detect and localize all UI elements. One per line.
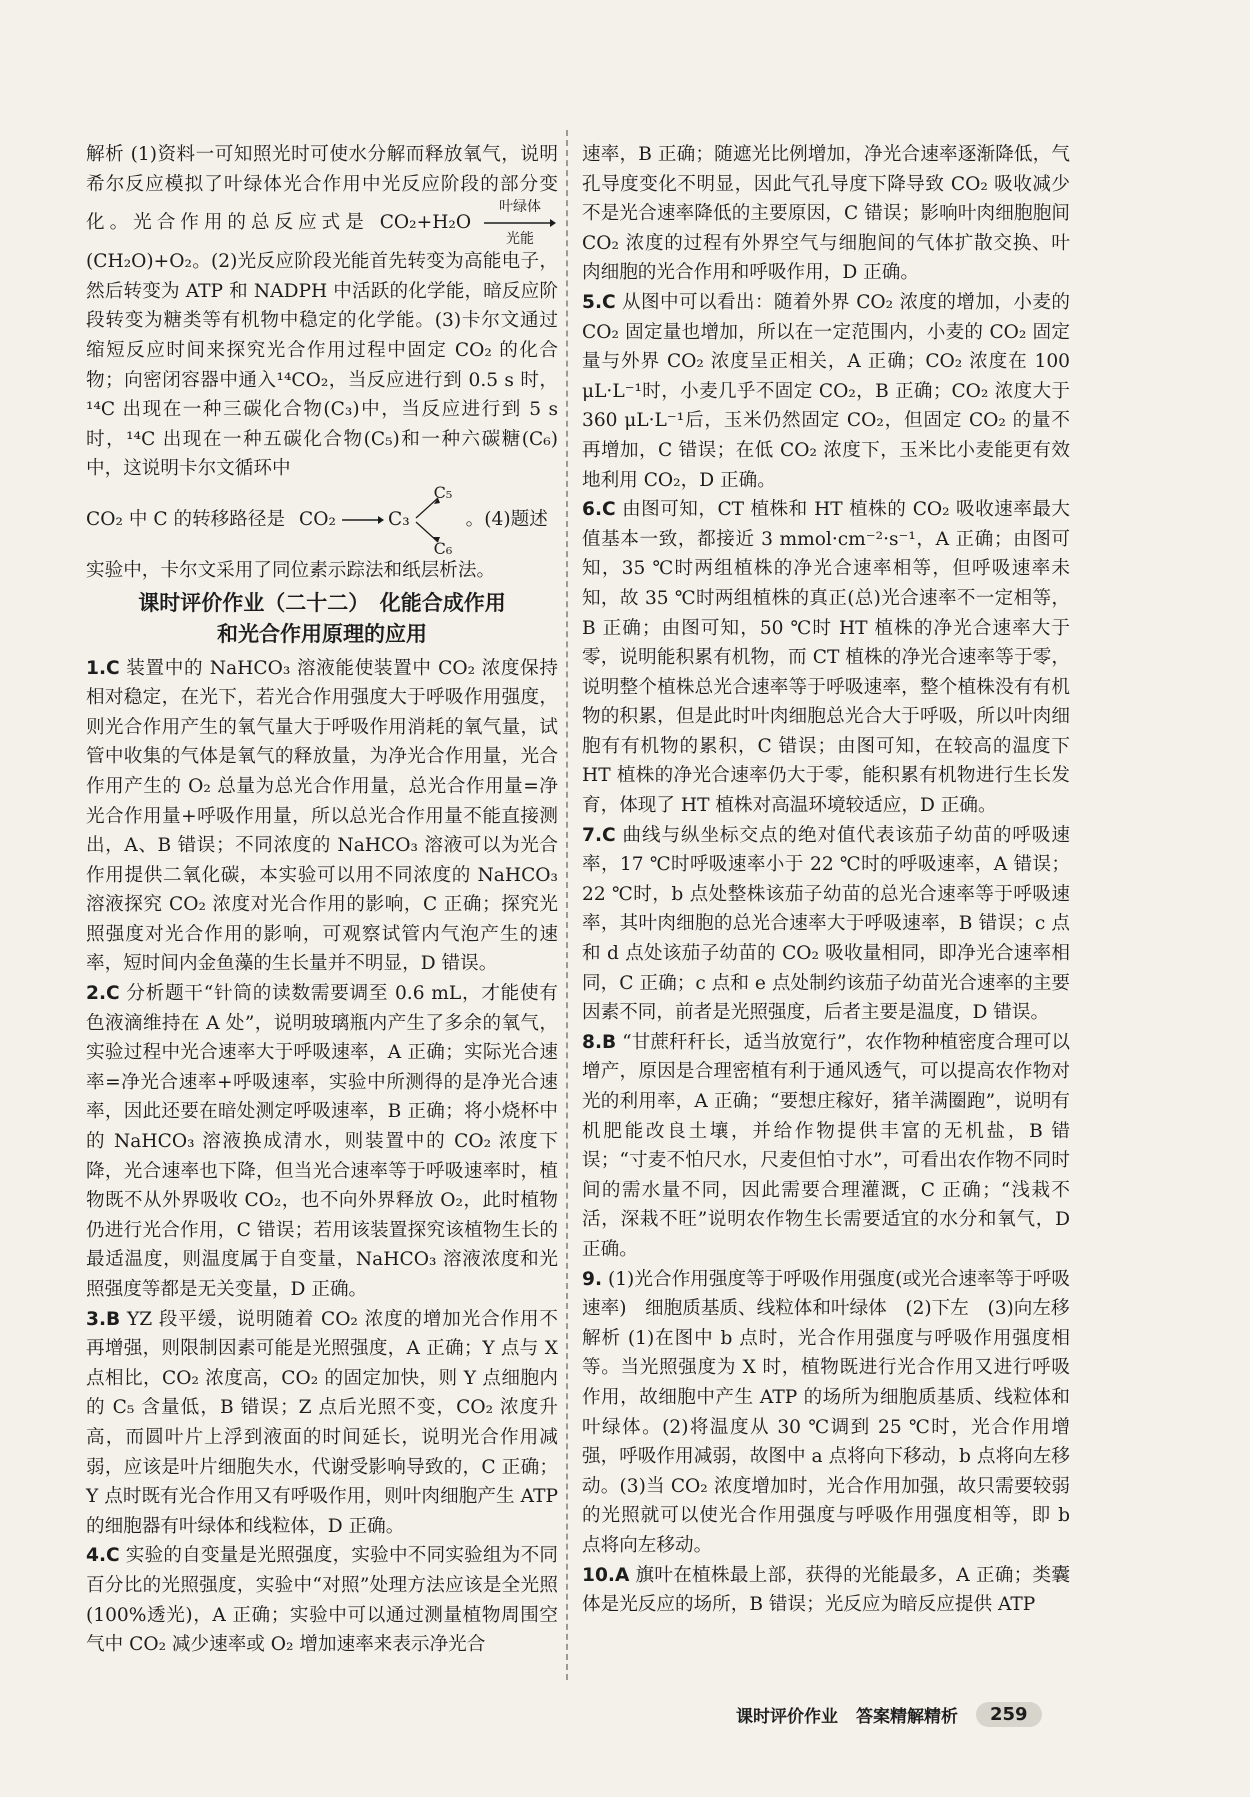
answer-number: 5.C bbox=[582, 291, 616, 313]
right-column bbox=[582, 140, 1070, 1620]
answer-item-2 bbox=[86, 979, 558, 1305]
section-title-line-2: 和光合作用原理的应用 bbox=[217, 621, 427, 646]
answer-number: 4.C bbox=[86, 1545, 120, 1567]
scheme-mid: C₃ bbox=[387, 509, 410, 531]
continuation-text: 速率，B 正确；随遮光比例增加，净光合速率逐渐降低，气孔导度变化不明显，因此气孔导度下降导致 CO₂ 吸收减少不是光合速率降低的主要原因，C 错误；影响叶肉细胞胞间 CO₂ 浓度的过程有外界空气与细胞间的气体扩散交换、叶肉细胞的光合作用和呼吸作用，D 正确。 bbox=[582, 144, 1070, 284]
answer-number: 10.A bbox=[582, 1564, 630, 1586]
answer-number: 3.B bbox=[86, 1308, 121, 1330]
footer-series: 课时评价作业 bbox=[736, 1706, 838, 1727]
analysis-9 bbox=[582, 1324, 1070, 1561]
analysis-label: 解析 bbox=[86, 144, 125, 165]
section-title-line-1: 课时评价作业（二十二） 化能合成作用 bbox=[138, 590, 506, 615]
analysis-text: (1)在图中 b 点时，光合作用强度与呼吸作用强度相等。当光照强度为 X 时，植物既进行光合作用又进行呼吸作用，故细胞中产生 ATP 的场所为细胞质基质、线粒体和叶绿体。(2)将温度从 30 ℃调到 25 ℃时，光合作用增强，呼吸作用减弱，故图中 a 点将向下移动，b 点将向左移动。(3)当 CO₂ 浓度增加时，光合作用加强，故只需要较弱的光照就可以使光合作用强度与呼吸作用强度相等，即 b 点将向左移动。 bbox=[582, 1327, 1070, 1556]
right-arrow-icon bbox=[340, 515, 384, 525]
analysis-text-2: (CH₂O)+O₂。(2)光反应阶段光能首先转变为高能电子，然后转变为 ATP 和 NADPH 中活跃的化学能，暗反应阶段转变为糖类等有机物中稳定的化学能。(3)卡尔文通过缩短反应时间来探究光合作用过程中固定 CO₂ 的化合物；向密闭容器中通入¹⁴CO₂，当反应进行到 0.5 s 时，¹⁴C 出现在一种三碳化合物(C₃)中，当反应进行到 5 s 时，¹⁴C 出现在一种五碳化合物(C₅)和一种六碳糖(C₆)中，这说明卡尔文循环中 bbox=[86, 251, 558, 480]
answer-text: 实验的自变量是光照强度，实验中不同实验组为不同百分比的光照强度，实验中“对照”处理方法应该是全光照(100%透光)，A 正确；实验中可以通过测量植物周围空气中 CO₂ 减少速率或 O₂ 增加速率来表示净光合 bbox=[86, 1545, 558, 1656]
analysis-label: 解析 bbox=[582, 1327, 622, 1349]
answer-text: 由图可知，CT 植株和 HT 植株的 CO₂ 吸收速率最大值基本一致，都接近 3 mmol·cm⁻²·s⁻¹，A 正确；由图可知，35 ℃时两组植株的净光合速率相等，但呼吸速率未知，故 35 ℃时两组植株的真正(总)光合速率不一定相等，B 正确；由图可知，50 ℃时 HT 植株的净光合速率大于零，说明能积累有机物，而 CT 植株的净光合速率等于零，说明整个植株总光合速率等于呼吸速率，整个植株没有有机物的积累，但是此时叶肉细胞总光合大于呼吸，所以叶肉细胞有有机物的累积，C 错误；由图可知，在较高的温度下 HT 植株的净光合速率仍大于零，能积累有机物进行生长发育，体现了 HT 植株对高温环境较适应，D 正确。 bbox=[582, 499, 1070, 817]
page-footer bbox=[736, 1696, 1066, 1732]
footer-subtitle: 答案精解精析 bbox=[856, 1706, 958, 1727]
answer-text: 分析题干“针筒的读数需要调至 0.6 mL，才能使有色液滴维持在 A 处”，说明玻璃瓶内产生了多余的氧气，实验过程中光合速率大于呼吸速率，A 正确；实际光合速率=净光合速率+呼吸速率，实验中所测得的是净光合速率，因此还要在暗处测定呼吸速率，B 正确；将小烧杯中的 NaHCO₃ 溶液换成清水，则装置中的 CO₂ 浓度下降，光合速率也下降，但当光合速率等于呼吸速率时，植物既不从外界吸收 CO₂，也不向外界释放 O₂，此时植物仍进行光合作用，C 错误；若用该装置探究该植物生长的最适温度，则温度属于自变量，NaHCO₃ 溶液浓度和光照强度等都是无关变量，D 正确。 bbox=[86, 983, 558, 1300]
arrow-bottom-label: 光能 bbox=[506, 231, 534, 248]
answer-number: 8.B bbox=[582, 1031, 617, 1053]
branch bbox=[410, 484, 466, 556]
answer-item-3 bbox=[86, 1305, 558, 1542]
arrow-top-label: 叶绿体 bbox=[499, 199, 541, 216]
right-arrow-icon bbox=[484, 219, 556, 227]
reaction-arrow bbox=[484, 199, 556, 247]
answer-text: 旗叶在植株最上部，获得的光能最多，A 正确；类囊体是光反应的场所，B 错误；光反应为暗反应提供 ATP bbox=[582, 1564, 1070, 1616]
answer-number: 1.C bbox=[86, 657, 120, 679]
answer-number: 7.C bbox=[582, 824, 616, 846]
answer-item-10 bbox=[582, 1561, 1070, 1620]
answer-item-5 bbox=[582, 288, 1070, 495]
analysis-text-3: 实验中，卡尔文采用了同位素示踪法和纸层析法。 bbox=[86, 559, 496, 581]
answer-item-8 bbox=[582, 1028, 1070, 1265]
answer-item-4 bbox=[86, 1541, 558, 1659]
analysis-text-1: (1)资料一可知照光时可使水分解而释放氧气，说明希尔反应模拟了叶绿体光合作用中光反应阶段的部分变化。光合作用的总反应式是 CO₂+H₂O bbox=[86, 144, 558, 234]
analysis-paragraph bbox=[86, 140, 558, 484]
answer-item-9 bbox=[582, 1265, 1070, 1324]
carbon-pathway-scheme bbox=[86, 484, 558, 556]
answer-text: YZ 段平缓，说明随着 CO₂ 浓度的增加光合作用不再增强，则限制因素可能是光照强度，A 正确；Y 点与 X 点相比，CO₂ 浓度高，CO₂ 的固定加快，则 Y 点细胞内的 C₅ 含量低，B 错误；Z 点后光照不变，CO₂ 浓度升高，而圆叶片上浮到液面的时间延长，说明光合作用减弱，应该是叶片细胞失水，代谢受影响导致的，C 正确；Y 点时既有光合作用又有呼吸作用，则叶肉细胞产生 ATP 的细胞器有叶绿体和线粒体，D 正确。 bbox=[86, 1308, 558, 1537]
section-title bbox=[86, 588, 558, 650]
answer-text: “甘蔗秆秆长，适当放宽行”，农作物种植密度合理可以增产，原因是合理密植有利于通风透气，可以提高农作物对光的利用率，A 正确；“要想庄稼好，猪羊满圈跑”，说明有机肥能改良土壤，并给作物提供丰富的无机盐，B 错误；“寸麦不怕尺水，尺麦但怕寸水”，可看出农作物不同时间的需水量不同，因此需要合理灌溉，C 正确；“浅栽不活，深栽不旺”说明农作物生长需要适宜的水分和氧气，D 正确。 bbox=[582, 1031, 1070, 1260]
answer-number: 6.C bbox=[582, 499, 616, 521]
answer-item-7 bbox=[582, 821, 1070, 1028]
answer-text: 从图中可以看出：随着外界 CO₂ 浓度的增加，小麦的 CO₂ 固定量也增加，所以在一定范围内，小麦的 CO₂ 固定量与外界 CO₂ 浓度呈正相关，A 正确；CO₂ 浓度在 100 μL·L⁻¹时，小麦几乎不固定 CO₂，B 正确；CO₂ 浓度大于 360 μL·L⁻¹后，玉米仍然固定 CO₂，但固定 CO₂ 的量不再增加，C 错误；在低 CO₂ 浓度下，玉米比小麦能更有效地利用 CO₂，D 正确。 bbox=[582, 291, 1070, 491]
answer-text: (1)光合作用强度等于呼吸作用强度(或光合速率等于呼吸速率) 细胞质基质、线粒体和叶绿体 (2)下左 (3)向左移 bbox=[582, 1268, 1070, 1320]
scheme-top: C₅ bbox=[433, 482, 453, 502]
answer-text: 装置中的 NaHCO₃ 溶液能使装置中 CO₂ 浓度保持相对稳定，在光下，若光合作用强度大于呼吸作用强度，则光合作用产生的氧气量大于呼吸作用消耗的氧气量，试管中收集的气体是氧气的释放量，为净光合作用量，光合作用产生的 O₂ 总量为总光合作用量，总光合作用量=净光合作用量+呼吸作用量，所以总光合作用量不能直接测出，A、B 错误；不同浓度的 NaHCO₃ 溶液可以为光合作用提供二氧化碳，本实验可以用不同浓度的 NaHCO₃ 溶液探究 CO₂ 浓度对光合作用的影响，C 正确；探究光照强度对光合作用的影响，可观察试管内气泡产生的速率，短时间内金鱼藻的生长量并不明显，D 错误。 bbox=[86, 657, 558, 975]
column-divider bbox=[566, 130, 568, 1680]
answer-item-6 bbox=[582, 495, 1070, 821]
answer-item-1 bbox=[86, 654, 558, 980]
answer-number: 9. bbox=[582, 1268, 603, 1290]
left-column bbox=[86, 140, 558, 1660]
scheme-bottom: C₆ bbox=[433, 538, 453, 558]
scheme-prefix: CO₂ 中 C 的转移路径是 bbox=[86, 509, 286, 531]
scheme-suffix: 。(4)题述 bbox=[465, 509, 548, 531]
page-number: 259 bbox=[976, 1702, 1042, 1727]
scheme-start: CO₂ bbox=[299, 509, 336, 531]
answer-text: 曲线与纵坐标交点的绝对值代表该茄子幼苗的呼吸速率，17 ℃时呼吸速率小于 22 ℃时的呼吸速率，A 错误；22 ℃时，b 点处整株该茄子幼苗的总光合速率等于呼吸速率，其叶肉细胞的总光合速率大于呼吸速率，B 错误；c 点和 d 点处该茄子幼苗的 CO₂ 吸收量相同，即净光合速率相同，C 正确；c 点和 e 点处制约该茄子幼苗光合速率的主要因素不同，前者是光照强度，后者主要是温度，D 错误。 bbox=[582, 824, 1070, 1024]
answer-number: 2.C bbox=[86, 983, 120, 1005]
